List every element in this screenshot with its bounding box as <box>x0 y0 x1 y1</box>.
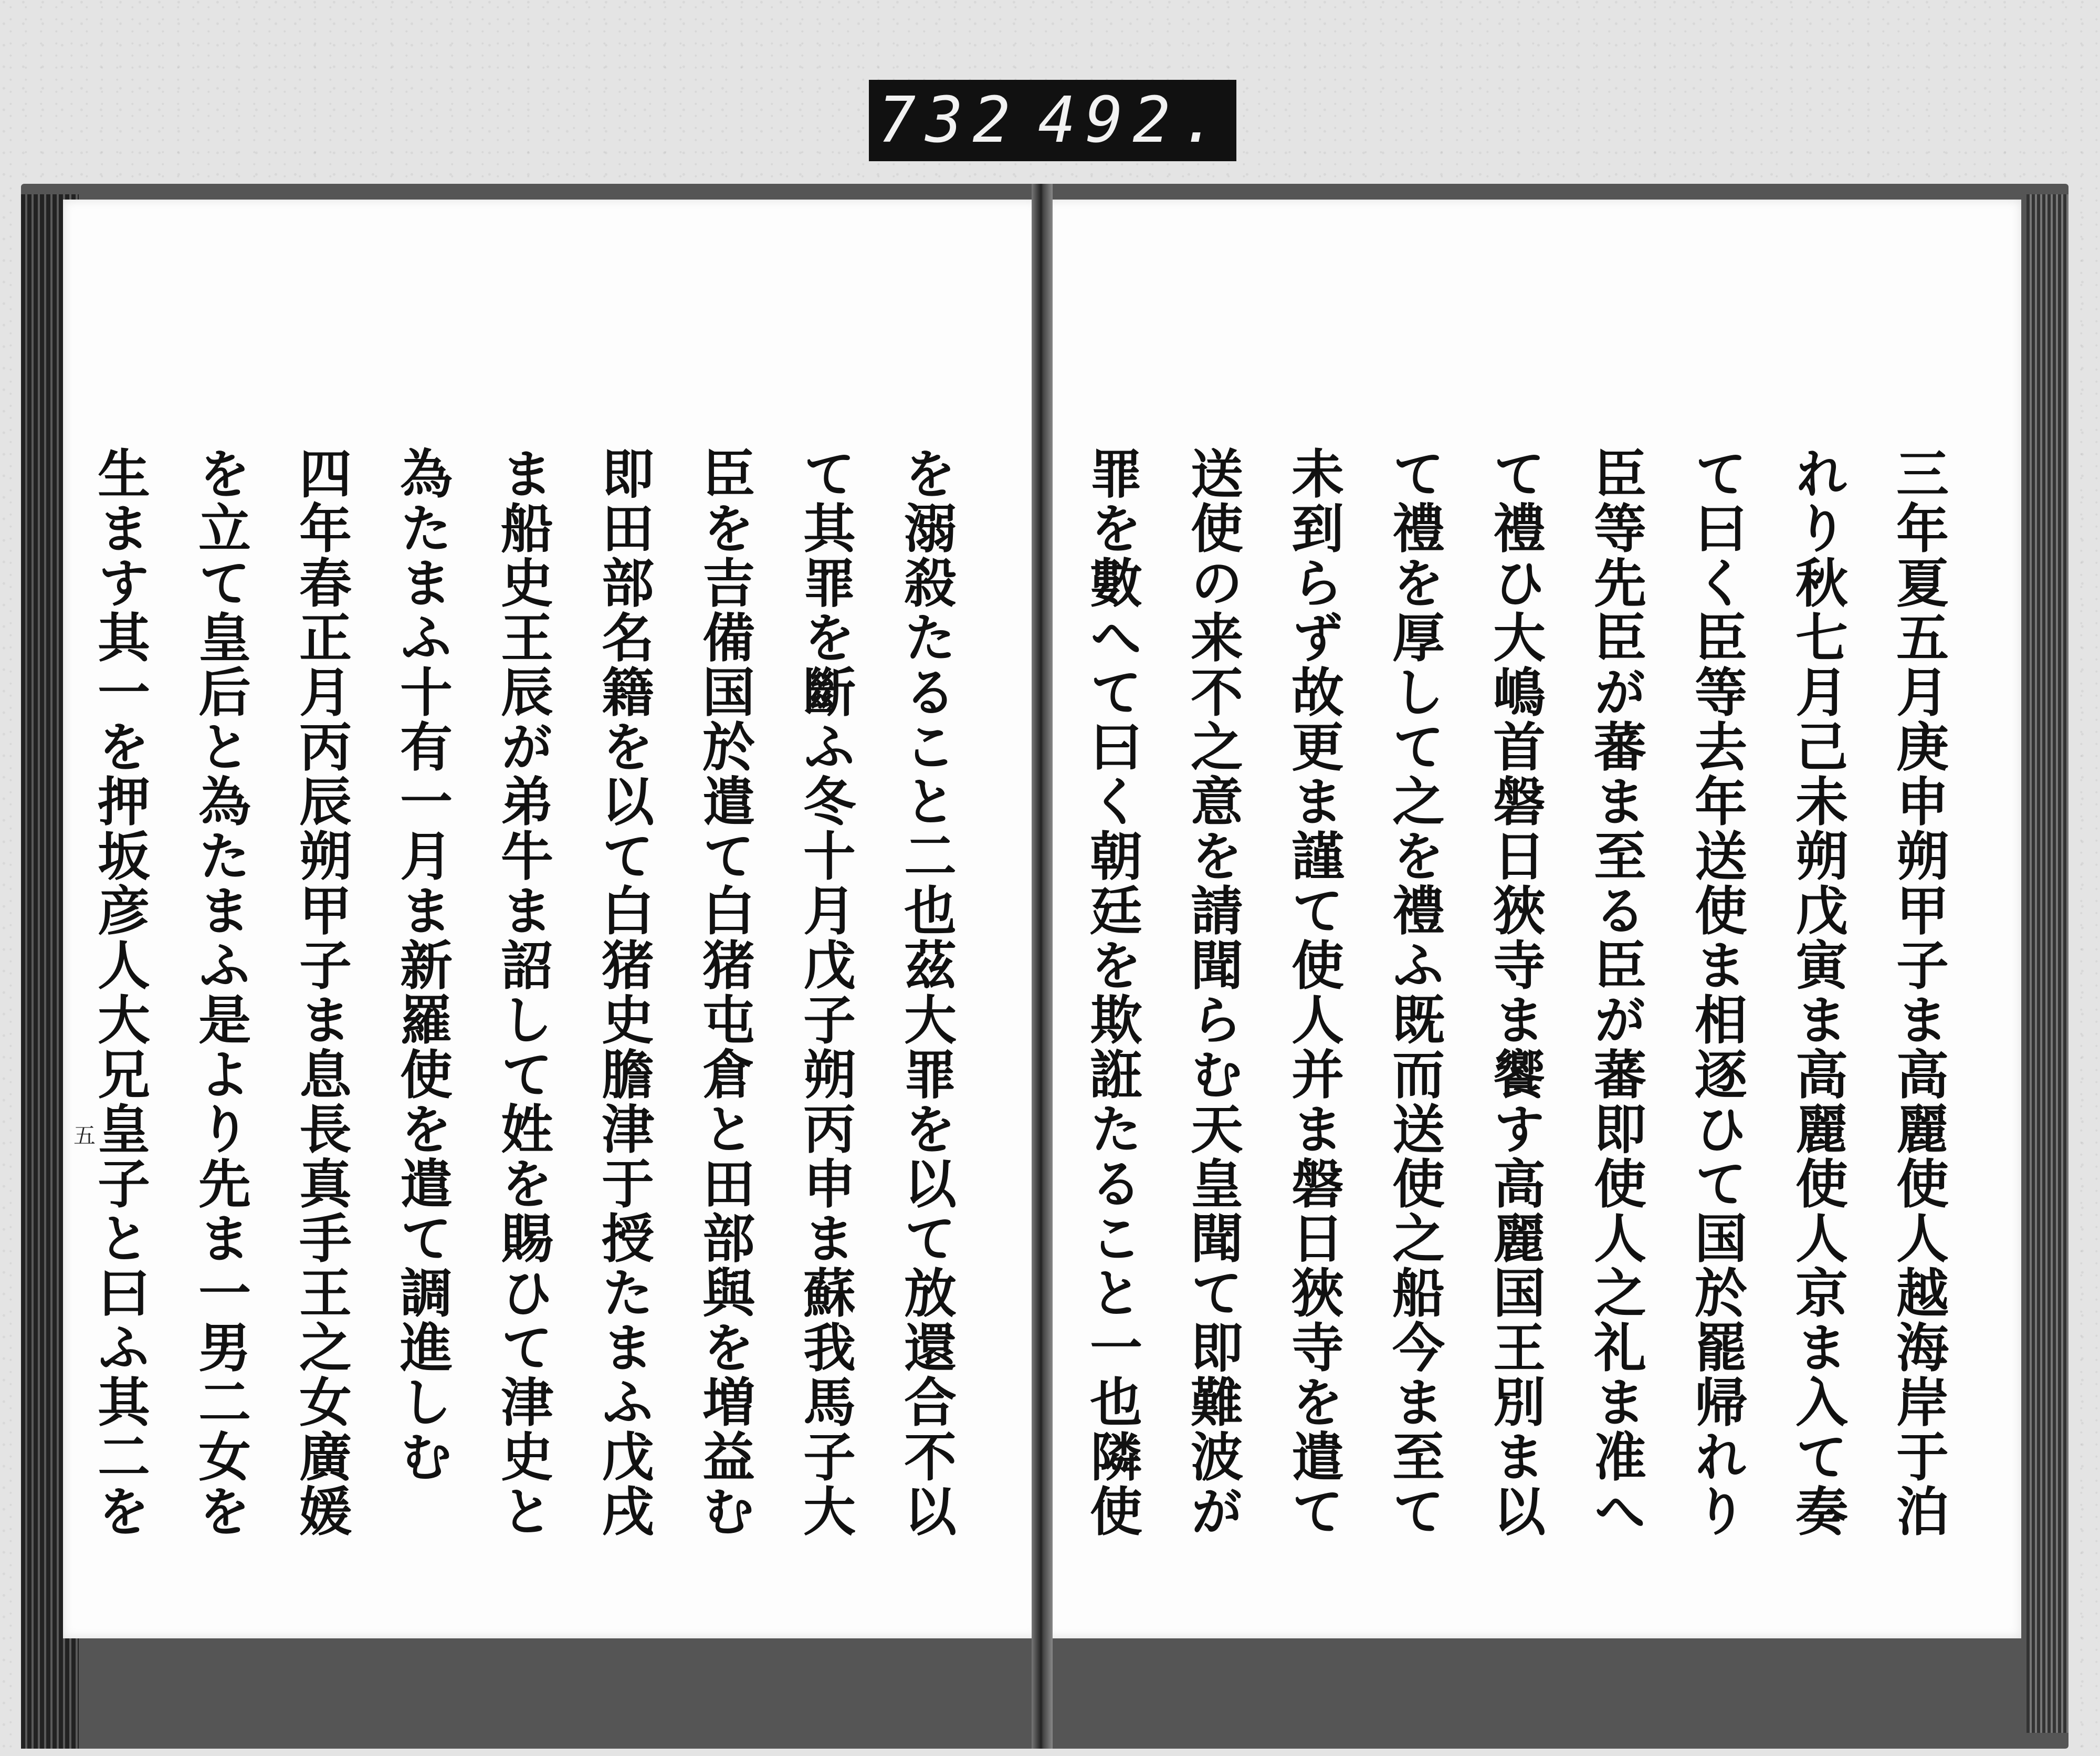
text-column: 送使の来不之意を請聞らむ天皇聞て即難波が <box>1182 446 1244 1539</box>
text-column: を溺殺たること二也茲大罪を以て放還合不以 <box>895 446 957 1539</box>
right-page-text <box>1081 446 1969 1539</box>
text-column: 為たまふ十有一月ま新羅使を遣て調進しむ <box>391 446 453 1484</box>
text-column: 三年夏五月庚申朔甲子ま高麗使人越海岸于泊 <box>1887 446 1949 1539</box>
plate-right-number: 492. <box>1037 84 1227 157</box>
text-column: 臣等先臣が蕃ま至る臣が蕃即使人之礼ま准へ <box>1585 446 1647 1539</box>
text-column: て禮ひ大嶋首磐日狹寺ま饗す高麗国王別ま以 <box>1484 446 1546 1539</box>
left-page-text <box>89 446 976 1539</box>
text-column: 四年春正月丙辰朔甲子ま息長真手王之女廣媛 <box>290 446 352 1539</box>
page-edges-right <box>2026 194 2068 1733</box>
text-column: 罪を數へて曰く朝廷を欺誑たること一也隣使 <box>1081 446 1143 1539</box>
plate-left-number: 732 <box>878 84 1020 157</box>
page-number: 五 <box>70 1124 96 1146</box>
text-column: 未到らず故更ま謹て使人并ま磐日狹寺を遣て <box>1283 446 1345 1539</box>
text-column: て禮を厚して之を禮ふ既而送使之船今ま至て <box>1383 446 1445 1539</box>
text-column: て曰く臣等去年送使ま相逐ひて国於罷帰れり <box>1686 446 1748 1539</box>
catalog-number-plate <box>869 80 1236 161</box>
book-gutter <box>1032 184 1053 1749</box>
text-column: 臣を吉備国於遣て白猪屯倉と田部與を増益む <box>694 446 755 1539</box>
text-column: を立て皇后と為たまふ是より先ま一男二女を <box>190 446 251 1539</box>
text-column: 即田部名籍を以て白猪史膽津于授たまふ戊戌 <box>593 446 655 1539</box>
text-column: 生ます其一を押坂彦人大兄皇子と曰ふ其二を <box>89 446 151 1539</box>
text-column: れり秋七月己未朔戊寅ま高麗使人京ま入て奏 <box>1787 446 1849 1539</box>
text-column: ま船史王辰が弟牛ま詔して姓を賜ひて津史と <box>492 446 554 1539</box>
text-column: て其罪を斷ふ冬十月戊子朔丙申ま蘇我馬子大 <box>794 446 856 1539</box>
